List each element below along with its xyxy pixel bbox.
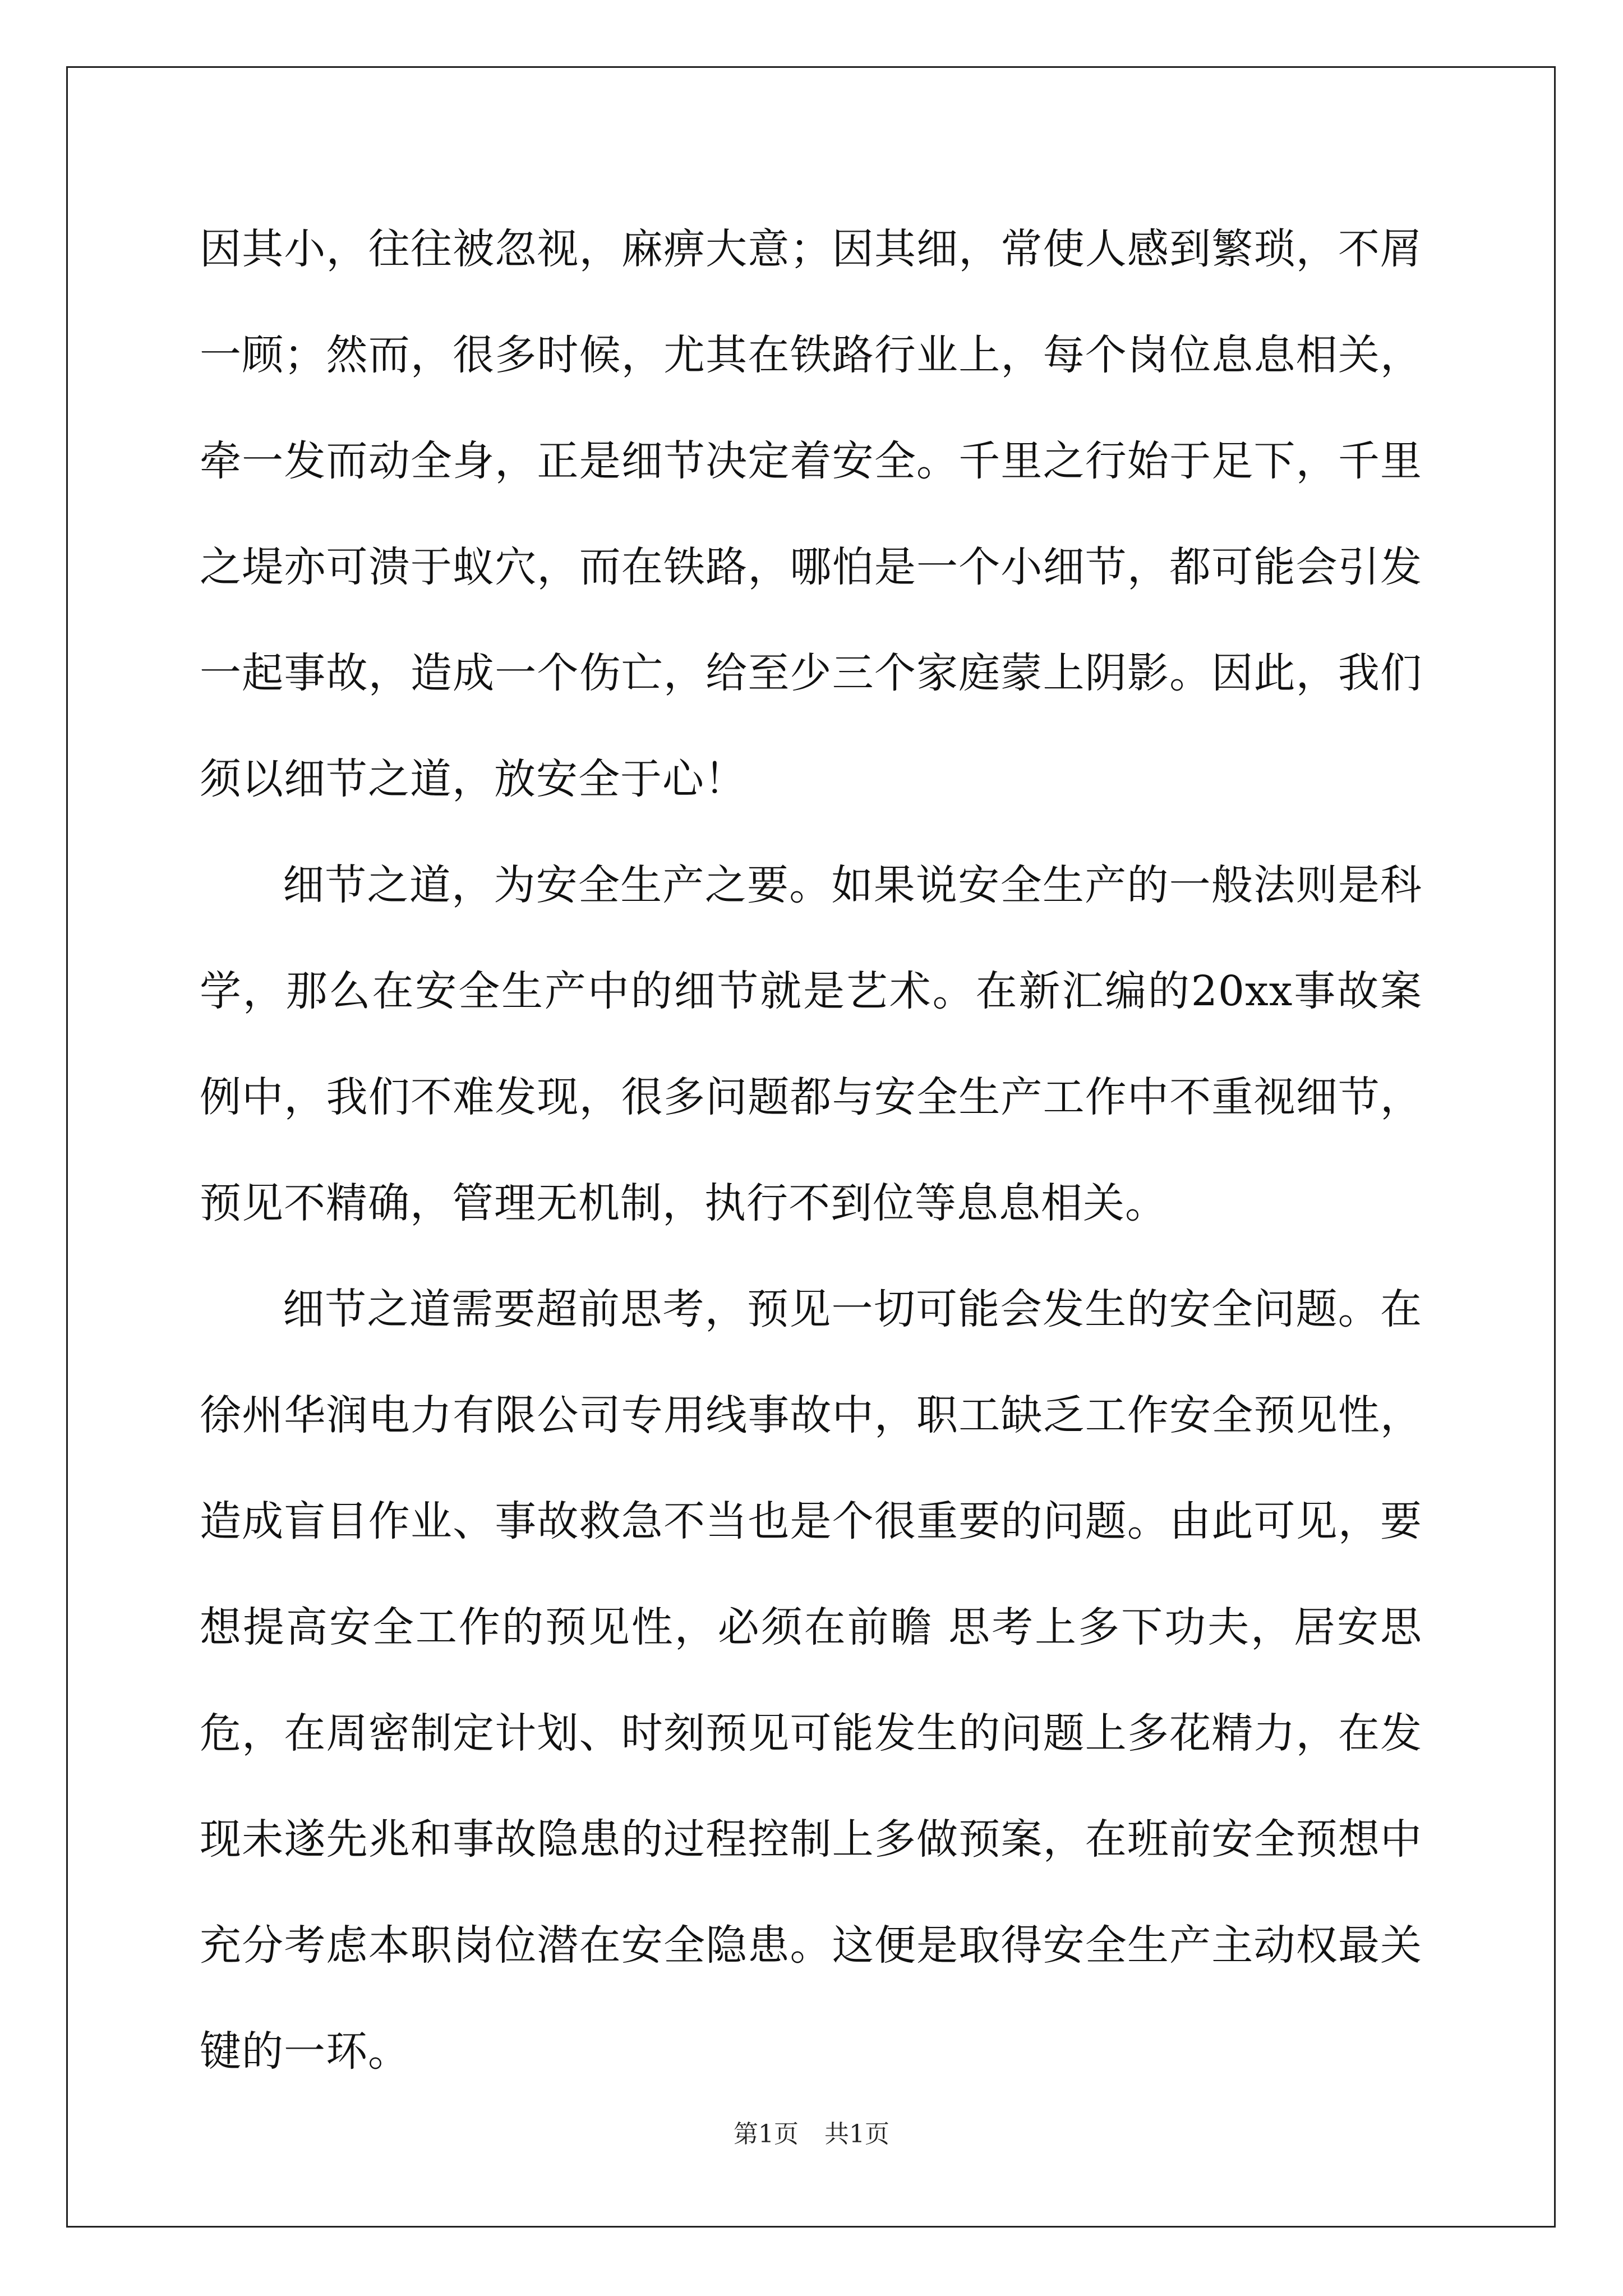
paragraph-2: 细节之道，为安全生产之要。如果说安全生产的一般法则是科学，那么在安全生产中的细节就是艺术。在新汇编的20xx事故案例中，我们不难发现，很多问题都与安全生产工作中不重视细节，预见不精确，管理无机制，执行不到位等息息相关。 (200, 861, 1422, 1227)
page-number: 第1页 (734, 2120, 799, 2148)
document-body (200, 196, 1422, 2105)
page-total: 共1页 (824, 2120, 889, 2148)
paragraph-3: 细节之道需要超前思考，预见一切可能会发生的安全问题。在徐州华润电力有限公司专用线事故中，职工缺乏工作安全预见性，造成盲目作业、事故救急不当也是个很重要的问题。由此可见，要想提高安全工作的预见性，必须在前瞻 思考上多下功夫，居安思危，在周密制定计划、时刻预见可能发生的问题上多花精力，在发现未遂先兆和事故隐患的过程控制上多做预案，在班前安全预想中充分考虑本职岗位潜在安全隐患。这便是取得安全生产主动权最关键的一环。 (200, 1285, 1422, 2076)
paragraph-1: 因其小，往往被忽视，麻痹大意；因其细，常使人感到繁琐，不屑一顾；然而，很多时候，尤其在铁路行业上，每个岗位息息相关，牵一发而动全身，正是细节决定着安全。千里之行始于足下，千里之堤亦可溃于蚁穴，而在铁路，哪怕是一个小细节，都可能会引发一起事故，造成一个伤亡，给至少三个家庭蒙上阴影。因此，我们须以细节之道，放安全于心！ (200, 225, 1422, 803)
page-footer (0, 2118, 1623, 2151)
